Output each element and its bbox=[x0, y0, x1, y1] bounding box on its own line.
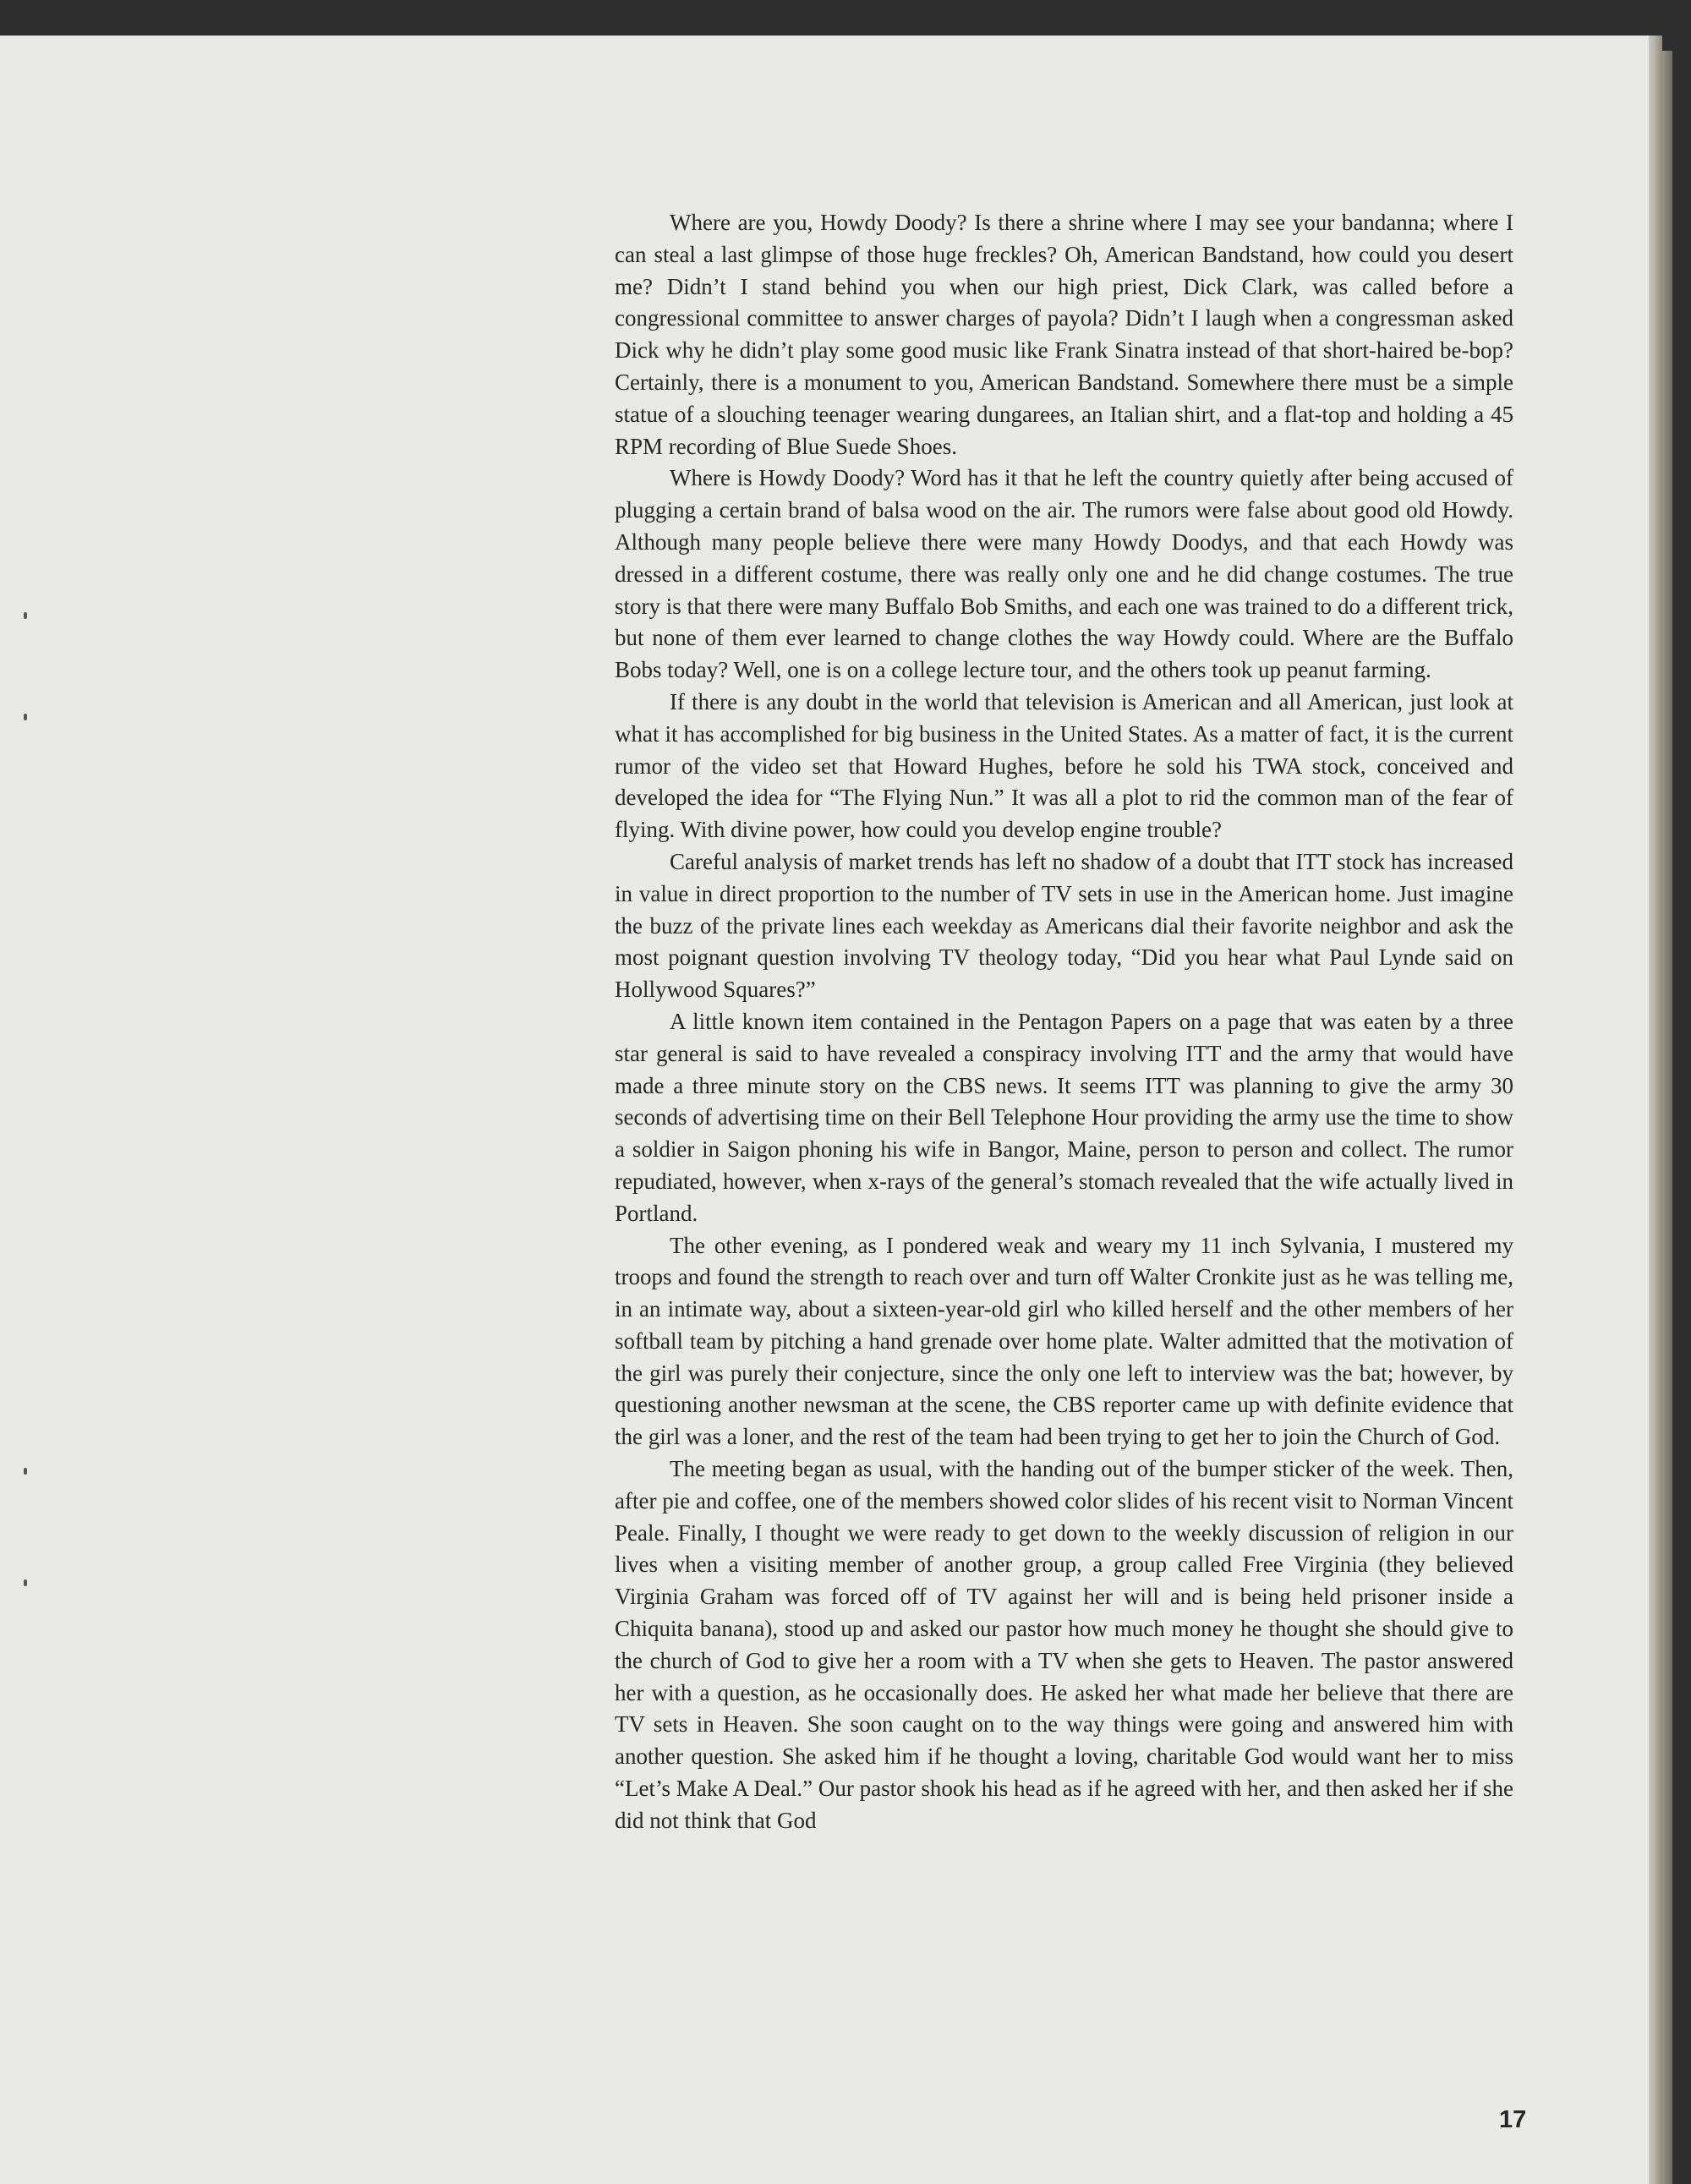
paragraph: A little known item contained in the Pentagon Papers on a page that was eaten by a three star general is said to have revealed a conspiracy involving ITT and the army that would have made a three minute story on the CBS news. It seems ITT was planning to give the army 30 seconds of advertising time on their Bell Telephone Hour providing the army use the time to show a soldier in Saigon phoning his wife in Bangor, Maine, person to person and collect. The rumor repudiated, however, when x-rays of the general’s stomach revealed that the wife actually lived in Portland. bbox=[615, 1008, 1513, 1226]
binding-hole-mark bbox=[24, 612, 27, 619]
page-edge bbox=[1649, 36, 1662, 2184]
paragraph: If there is any doubt in the world that television is American and all American, just look at what it has accomplished for big business in the United States. As a matter of fact, it is the current rumor of the video set that Howard Hughes, before he sold his TWA stock, conceived and developed the idea for “The Flying Nun.” It was all a plot to rid the common man of the fear of flying. With divine power, how could you develop engine trouble? bbox=[615, 688, 1513, 843]
page-number: 17 bbox=[1499, 2106, 1527, 2133]
binding-hole-mark bbox=[24, 1579, 27, 1586]
article-body bbox=[615, 207, 1513, 1837]
paragraph: The other evening, as I pondered weak and weary my 11 inch Sylvania, I mustered my troops and found the strength to reach over and turn off Walter Cronkite just as he was telling me, in an intimate way, about a sixteen-year-old girl who killed herself and the other members of her softball team by pitching a hand grenade over home plate. Walter admitted that the motivation of the girl was purely their conjecture, since the only one left to interview was the bat; however, by questioning another newsman at the scene, the CBS reporter came up with definite evidence that the girl was a loner, and the rest of the team had been trying to get her to join the Church of God. bbox=[615, 1232, 1513, 1450]
paragraph: Careful analysis of market trends has left no shadow of a doubt that ITT stock has increased in value in direct proportion to the number of TV sets in use in the American home. Just imagine the buzz of the private lines each weekday as Americans dial their favorite neighbor and ask the most poignant question involving TV theology today, “Did you hear what Paul Lynde said on Hollywood Squares?” bbox=[615, 848, 1513, 1003]
page-edge-shadow bbox=[1662, 51, 1672, 2184]
binding-hole-mark bbox=[24, 1468, 27, 1475]
binding-hole-mark bbox=[24, 714, 27, 720]
paragraph: The meeting began as usual, with the handing out of the bumper sticker of the week. Then, after pie and coffee, one of the members showed color slides of his recent visit to Norman Vincent Peale. Finally, I thought we were ready to get down to the weekly discussion of religion in our lives when a visiting member of another group, a group called Free Virginia (they believed Virginia Graham was forced off of TV against her will and is being held prisoner inside a Chiquita banana), stood up and asked our pastor how much money he thought she should give to the church of God to give her a room with a TV when she gets to Heaven. The pastor answered her with a question, as he occasionally does. He asked her what made her believe that there are TV sets in Heaven. She soon caught on to the way things were going and answered him with another question. She asked him if he thought a loving, charitable God would want her to miss “Let’s Make A Deal.” Our pastor shook his head as if he agreed with her, and then asked her if she did not think that God bbox=[615, 1456, 1513, 1833]
paragraph: Where is Howdy Doody? Word has it that he left the country quietly after being accused of plugging a certain brand of balsa wood on the air. The rumors were false about good old Howdy. Although many people believe there were many Howdy Doodys, and that each Howdy was dressed in a different costume, there was really only one and he did change costumes. The true story is that there were many Buffalo Bob Smiths, and each one was trained to do a different trick, but none of them ever learned to change clothes the way Howdy could. Where are the Buffalo Bobs today? Well, one is on a college lecture tour, and the others took up peanut farming. bbox=[615, 465, 1513, 683]
paper-sheet bbox=[0, 36, 1649, 2184]
paragraph: Where are you, Howdy Doody? Is there a shrine where I may see your bandanna; where I can steal a last glimpse of those huge freckles? Oh, American Bandstand, how could you desert me? Didn’t I stand behind you when our high priest, Dick Clark, was called before a congressional committee to answer charges of payola? Didn’t I laugh when a congressman asked Dick why he didn’t play some good music like Frank Sinatra instead of that short-haired be-bop? Certainly, there is a monument to you, American Bandstand. Somewhere there must be a simple statue of a slouching teenager wearing dungarees, an Italian shirt, and a flat-top and holding a 45 RPM recording of Blue Suede Shoes. bbox=[615, 210, 1513, 459]
